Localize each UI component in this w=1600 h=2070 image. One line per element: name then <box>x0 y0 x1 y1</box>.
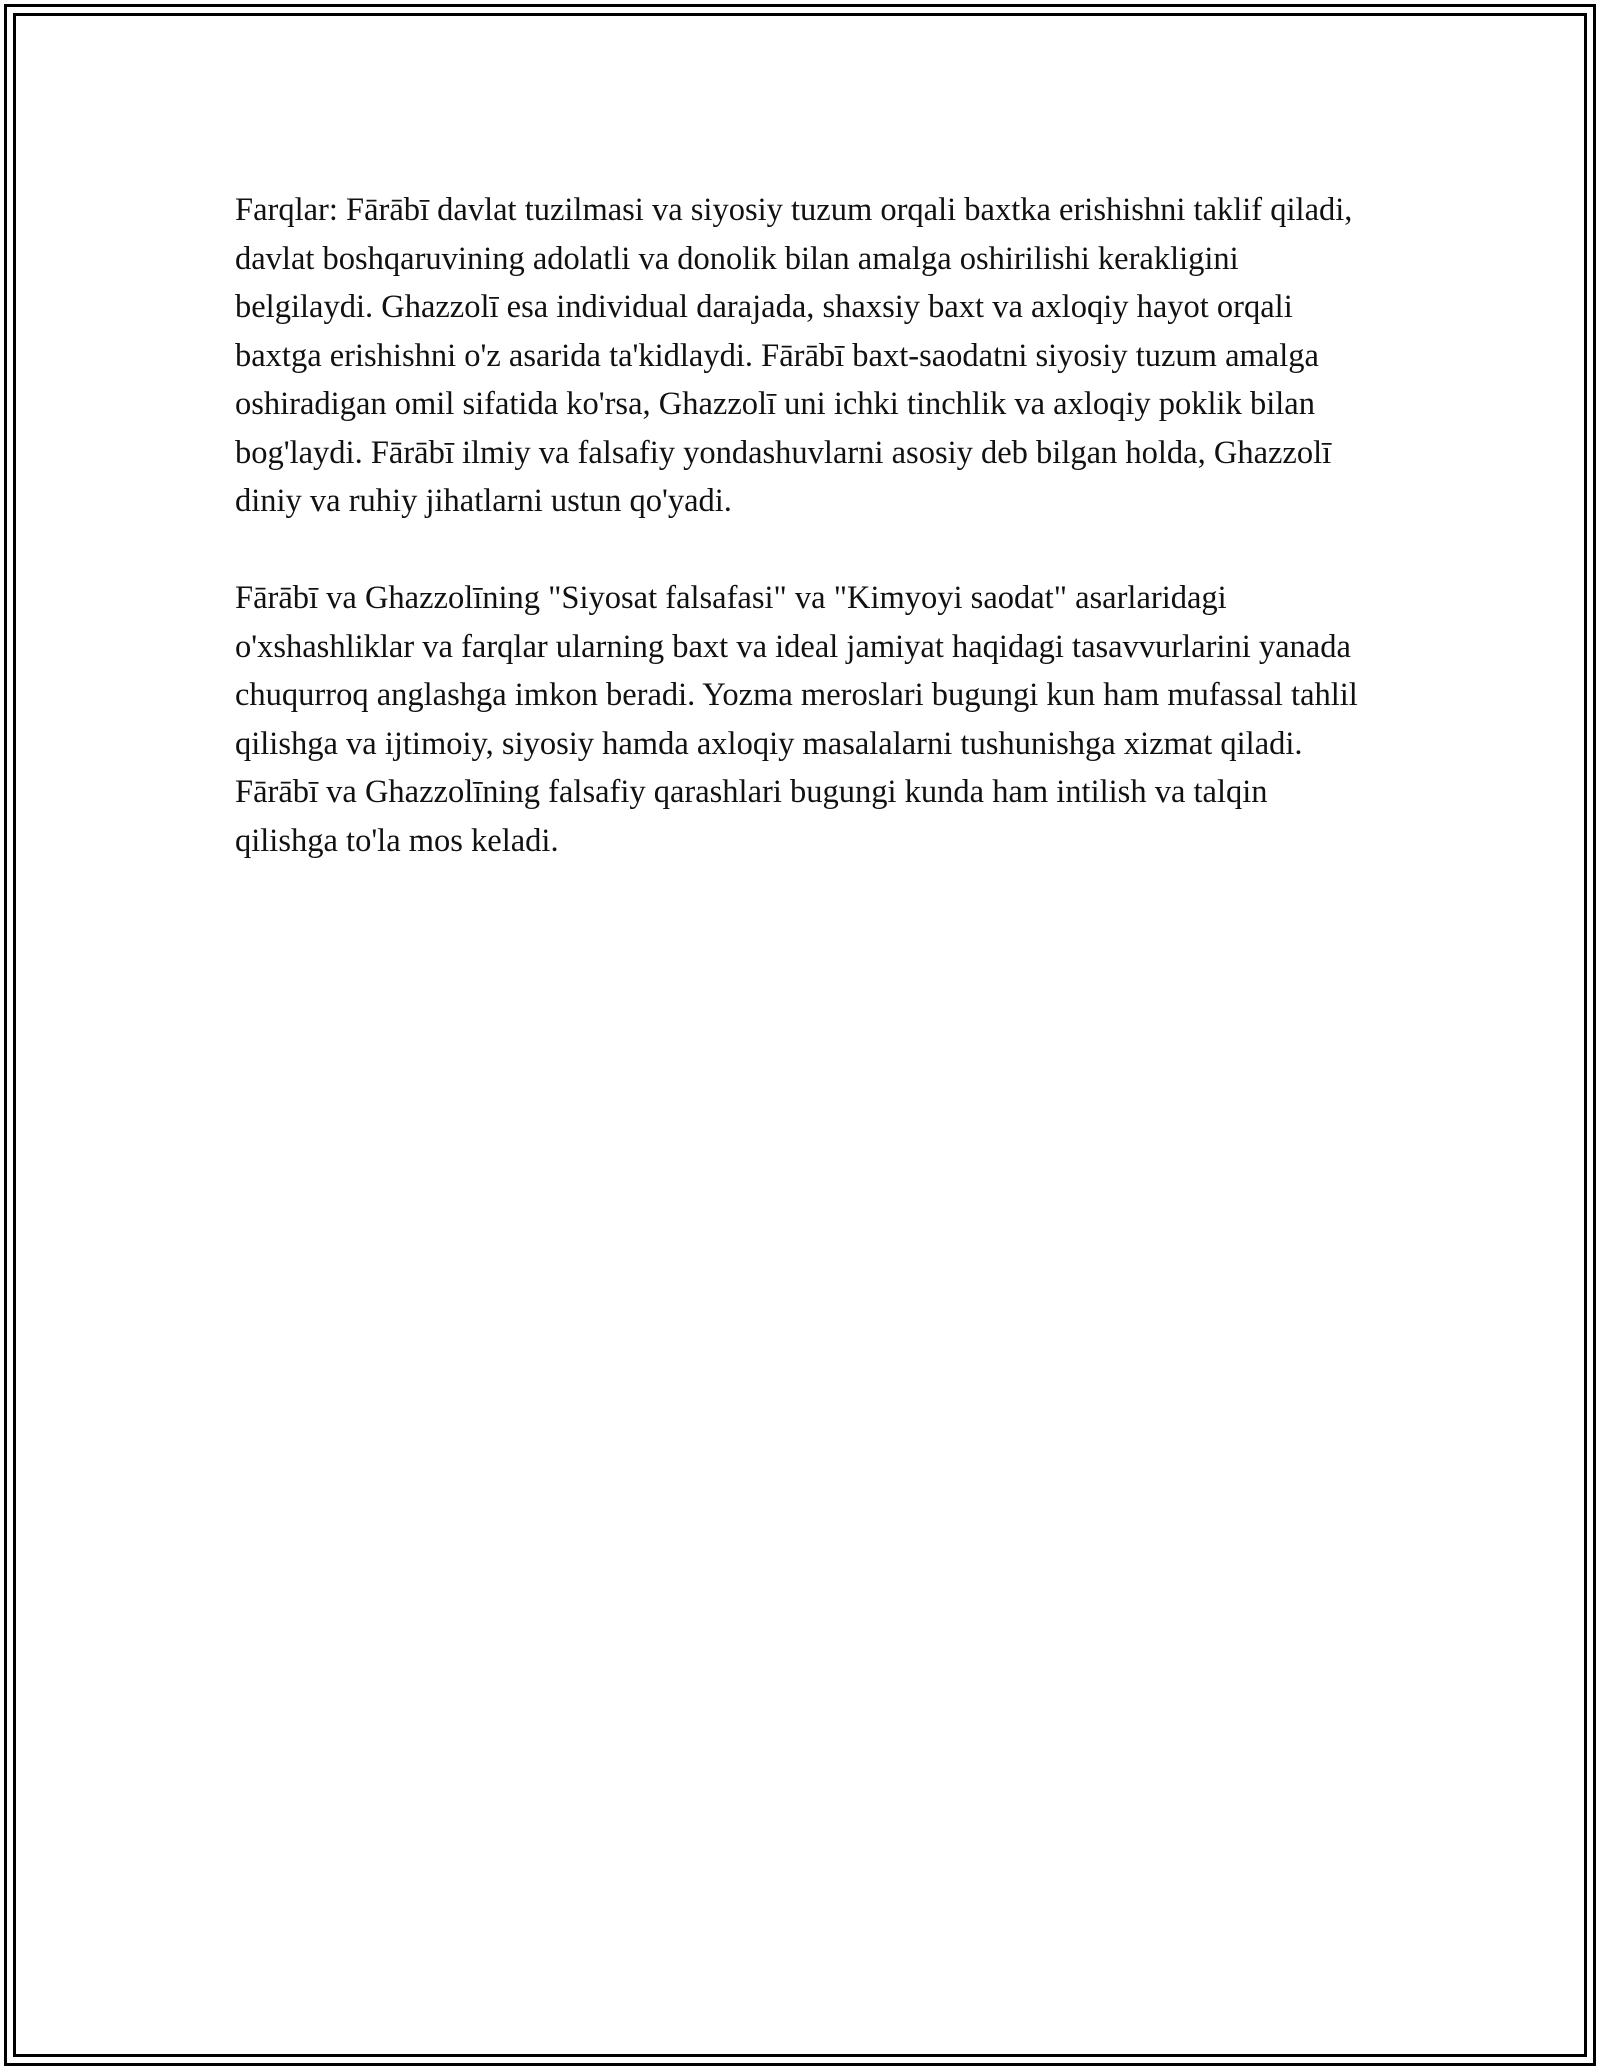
paragraph-conclusion: Fārābī va Ghazzolīning "Siyosat falsafasi" va "Kimyoyi saodat" asarlaridagi o'xshashliklar va farqlar ularning baxt va ideal jamiyat haqidagi tasavvurlarini yanada chuqurroq anglashga imkon beradi. Yozma meroslari bugungi kun ham mufassal tahlil qilishga va ijtimoiy, siyosiy hamda axloqiy masalalarni tushunishga xizmat qiladi. Fārābī va Ghazzolīning falsafiy qarashlari bugungi kunda ham intilish va talqin qilishga to'la mos keladi. <box>235 580 1358 859</box>
paragraph-differences: Farqlar: Fārābī davlat tuzilmasi va siyosiy tuzum orqali baxtka erishishni taklif qiladi, davlat boshqaruvining adolatli va donolik bilan amalga oshirilishi kerakligini belgilaydi. Ghazzolī esa individual darajada, shaxsiy baxt va axloqiy hayot orqali baxtga erishishni o'z asarida ta'kidlaydi. Fārābī baxt-saodatni siyosiy tuzum amalga oshiradigan omil sifatida ko'rsa, Ghazzolī uni ichki tinchlik va axloqiy poklik bilan bog'laydi. Fārābī ilmiy va falsafiy yondashuvlarni asosiy deb bilgan holda, Ghazzolī diniy va ruhiy jihatlarni ustun qo'yadi. <box>235 192 1353 519</box>
document-body <box>235 186 1370 865</box>
